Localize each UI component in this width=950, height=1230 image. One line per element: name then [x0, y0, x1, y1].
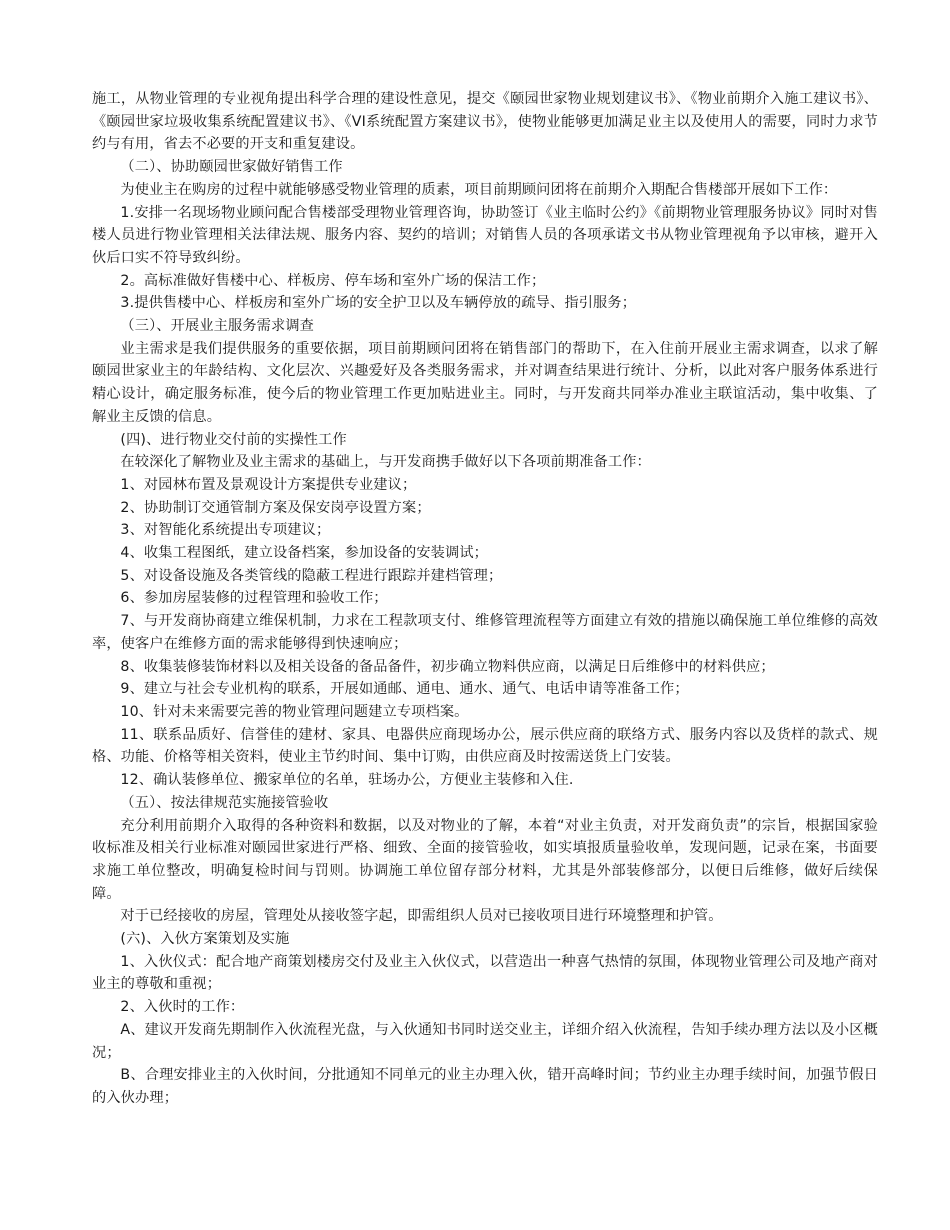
paragraph: 4、收集工程图纸，建立设备档案，参加设备的安装调试；: [120, 545, 489, 562]
paragraph: 5、对设备设施及各类管线的隐蔽工程进行跟踪并建档管理；: [120, 567, 503, 584]
section-heading: (六)、入伙方案策划及实施: [120, 931, 290, 948]
paragraph: 为使业主在购房的过程中就能够感受物业管理的质素，项目前期顾问团将在前期介入期配合售楼部开展如下工作：: [120, 181, 838, 198]
paragraph: 3、对智能化系统提出专项建议；: [120, 522, 331, 539]
paragraph: 1、对园林布置及景观设计方案提供专业建议；: [120, 476, 417, 493]
paragraph: 1.安排一名现场物业顾问配合售楼部受理物业管理咨询，协助签订《业主临时公约》《前期物业管理服务协议》同时对售楼人员进行物业管理相关法律法规、服务内容、契约的培训；对销售人员的各项承诺文书从物业管理视角予以审核，避开入伙后口实不符导致纠纷。: [92, 204, 878, 266]
paragraph: B、合理安排业主的入伙时间，分批通知不同单元的业主办理入伙，错开高峰时间；节约业主办理手续时间，加强节假日的入伙办理；: [92, 1067, 878, 1106]
paragraph: 1、入伙仪式：配合地产商策划楼房交付及业主入伙仪式，以营造出一种喜气热情的氛围，体现物业管理公司及地产商对业主的尊敬和重视；: [92, 953, 878, 993]
section-heading: （三）、开展业主服务需求调查: [120, 318, 315, 335]
paragraph: 施工，从物业管理的专业视角提出科学合理的建设性意见，提交《颐园世家物业规划建议书》、《物业前期介入施工建议书》、《颐园世家垃圾收集系统配置建议书》、《VI系统配置方案建议书》，使物业能够更加满足业主以及使用人的需要，同时力求节约与有用，省去不必要的开支和重复建设。: [92, 91, 878, 153]
paragraph: 12、确认装修单位、搬家单位的名单，驻场办公，方便业主装修和入住.: [120, 772, 574, 789]
paragraph: 2。高标准做好售楼中心、样板房、停车场和室外广场的保洁工作；: [120, 272, 546, 289]
paragraph: 2、入伙时的工作：: [120, 999, 245, 1016]
paragraph: 10、针对未来需要完善的物业管理问题建立专项档案。: [120, 703, 469, 720]
section-heading: （二）、协助颐园世家做好销售工作: [120, 159, 343, 176]
paragraph: 11、联系品质好、信誉佳的建材、家具、电器供应商现场办公，展示供应商的联络方式、服务内容以及货样的款式、规格、功能、价格等相关资料，使业主节约时间、集中订购，由供应商及时按需送货上门安装。: [92, 726, 878, 766]
section-heading: (四)、进行物业交付前的实操性工作: [120, 431, 347, 448]
paragraph: 业主需求是我们提供服务的重要依据，项目前期顾问团将在销售部门的帮助下，在入住前开展业主需求调查，以求了解颐园世家业主的年龄结构、文化层次、兴趣爱好及各类服务需求，并对调查结果进行统计、分析，以此对客户服务体系进行精心设计，确定服务标准，使今后的物业管理工作更加贴进业主。同时，与开发商共同举办准业主联谊活动，集中收集、了解业主反馈的信息。: [92, 340, 878, 425]
paragraph: 7、与开发商协商建立维保机制，力求在工程款项支付、维修管理流程等方面建立有效的措施以确保施工单位维修的高效率，使客户在维修方面的需求能够得到快速响应；: [92, 613, 878, 652]
paragraph: 8、收集装修装饰材料以及相关设备的备品备件，初步确立物料供应商，以满足日后维修中的材料供应；: [120, 658, 775, 675]
section-heading: （五）、按法律规范实施接管验收: [120, 794, 329, 811]
paragraph: 充分利用前期介入取得的各种资料和数据，以及对物业的了解，本着“对业主负责，对开发商负责”的宗旨，根据国家验收标准及相关行业标准对颐园世家进行严格、细致、全面的接管验收，如实填报质量验收单，发现问题，记录在案，书面要求施工单位整改，明确复检时间与罚则。协调施工单位留存部分材料，尤其是外部装修部分，以便日后维修，做好后续保障。: [92, 817, 878, 902]
paragraph: 对于已经接收的房屋，管理处从接收签字起，即需组织人员对已接收项目进行环境整理和护管。: [120, 908, 723, 925]
paragraph: 在较深化了解物业及业主需求的基础上，与开发商携手做好以下各项前期准备工作：: [120, 454, 651, 471]
paragraph: 6、参加房屋装修的过程管理和验收工作；: [120, 590, 388, 607]
paragraph: 2、协助制订交通管制方案及保安岗亭设置方案；: [120, 499, 431, 516]
document-body: [92, 88, 878, 1110]
paragraph: 9、建立与社会专业机构的联系，开展如通邮、通电、通水、通气、电话申请等准备工作；: [120, 681, 689, 698]
paragraph: A、建议开发商先期制作入伙流程光盘，与入伙通知书同时送交业主，详细介绍入伙流程，告知手续办理方法以及小区概况；: [92, 1021, 878, 1061]
paragraph: 3.提供售楼中心、样板房和室外广场的安全护卫以及车辆停放的疏导、指引服务；: [120, 295, 637, 312]
